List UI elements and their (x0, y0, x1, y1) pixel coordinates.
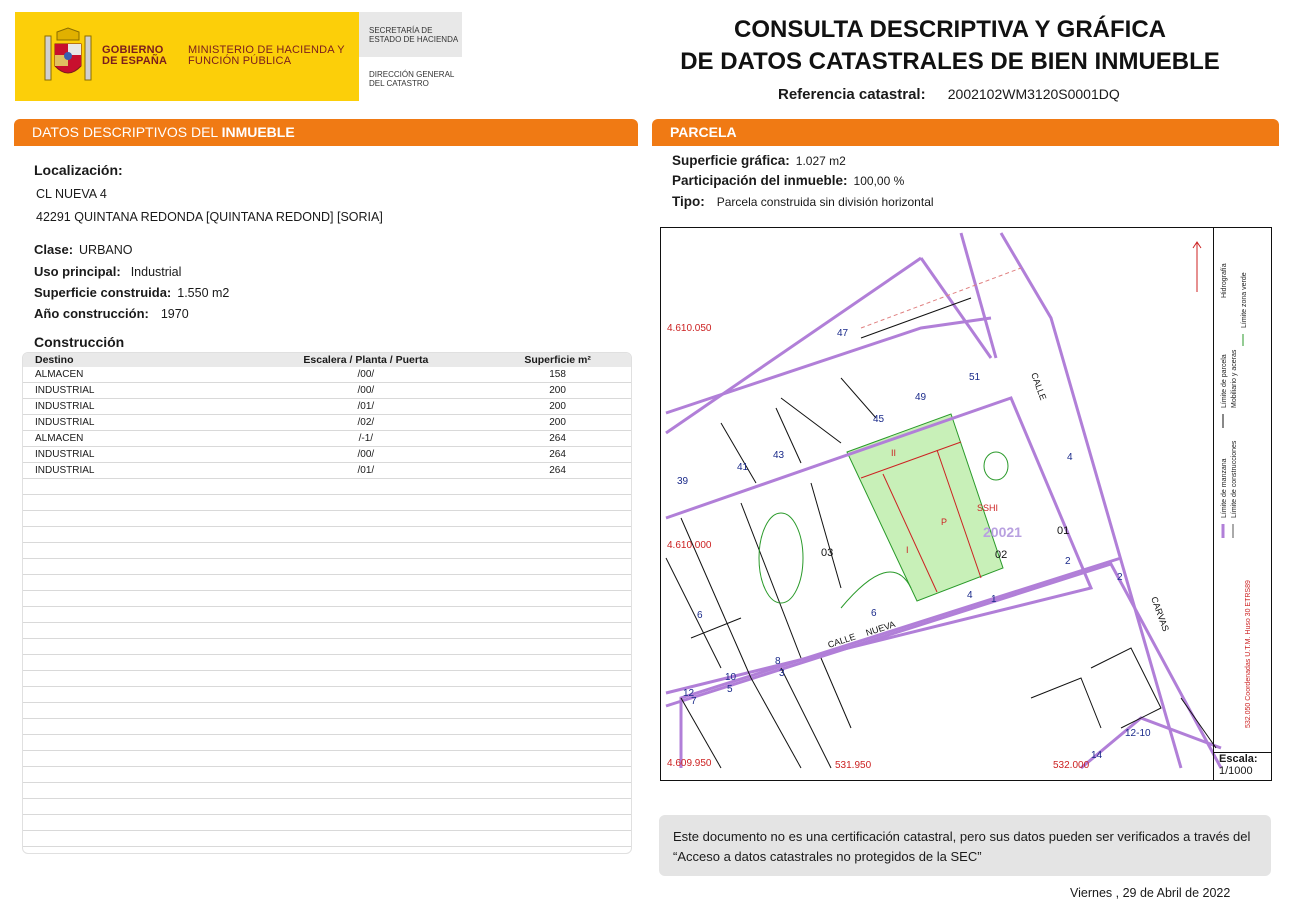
superficie-label: Superficie construida: (34, 285, 172, 300)
tipo-value: Parcela construida sin división horizontal (716, 195, 934, 209)
table-row (23, 623, 631, 639)
legend-zona-verde: Límite zona verde (1241, 272, 1248, 328)
parcel-number: 20021 (983, 524, 1022, 540)
document-date: Viernes , 29 de Abril de 2022 (1070, 886, 1231, 900)
anio-value: 1970 (160, 307, 189, 321)
street-nueva: NUEVA (864, 619, 897, 638)
num-45: 45 (873, 414, 885, 425)
north-arrow-icon (1193, 242, 1201, 292)
num-49: 49 (915, 392, 927, 403)
cadastral-map[interactable] (660, 227, 1272, 781)
ministry-name: MINISTERIO DE HACIENDA Y FUNCIÓN PÚBLICA (188, 44, 345, 67)
table-row (23, 815, 631, 831)
clase-row (34, 242, 133, 257)
cell-escalera: /01/ (357, 401, 375, 412)
num-7: 7 (691, 696, 697, 707)
verification-notice: Este documento no es una certificación catastral, pero sus datos pueden ser verificados a través del “Acceso a datos catastrales no protegidos de la SEC” (659, 815, 1271, 876)
num-43: 43 (773, 450, 785, 461)
cell-escalera: /00/ (357, 385, 375, 396)
cell-destino: INDUSTRIAL (35, 417, 95, 428)
label-ii: II (891, 448, 897, 458)
cell-escalera: /00/ (357, 449, 375, 460)
label-01: 01 (1057, 525, 1070, 537)
scale-label: Escala: (1219, 753, 1258, 765)
clase-label: Clase: (34, 242, 74, 257)
table-header (23, 353, 631, 367)
num-2b: 2 (1117, 572, 1123, 583)
num-39: 39 (677, 476, 689, 487)
num-47: 47 (837, 328, 849, 339)
street-carvas: CARVAS (1149, 595, 1171, 633)
header-superficie: Superficie m² (524, 354, 591, 366)
parcela-superficie-row (672, 153, 846, 168)
num-51: 51 (969, 372, 981, 383)
superficie-value: 1.550 m2 (177, 286, 230, 300)
table-row (23, 367, 631, 383)
table-row (23, 735, 631, 751)
num-12: 12 (683, 688, 695, 699)
cell-superficie: 200 (549, 385, 566, 396)
anio-row (34, 306, 189, 321)
table-row (23, 751, 631, 767)
cell-superficie: 200 (549, 401, 566, 412)
num-14: 14 (1091, 750, 1103, 761)
ref-value: 2002102WM3120S0001DQ (947, 86, 1120, 102)
table-row (23, 511, 631, 527)
table-row (23, 767, 631, 783)
label-i: I (906, 545, 909, 555)
parcela-section-header (652, 119, 1279, 146)
cell-destino: INDUSTRIAL (35, 401, 95, 412)
participacion-value: 100,00 % (853, 174, 905, 188)
section-title-b: INMUEBLE (221, 124, 295, 140)
clase-value: URBANO (79, 243, 133, 257)
table-row (23, 463, 631, 479)
num-2: 2 (1065, 556, 1071, 567)
num-1: 1 (991, 594, 997, 605)
secretaria-text: SECRETARÍA DE ESTADO DE HACIENDA (369, 26, 459, 44)
table-row (23, 655, 631, 671)
coord-y-mid: 4.610.000 (667, 540, 712, 551)
cell-escalera: /00/ (357, 369, 375, 380)
participacion-label: Participación del inmueble: (672, 173, 848, 188)
uso-label: Uso principal: (34, 264, 121, 279)
coord-x-1: 531.950 (835, 760, 872, 771)
table-row (23, 399, 631, 415)
uso-row (34, 264, 181, 279)
table-row (23, 543, 631, 559)
label-02: 02 (995, 549, 1008, 561)
referencia-row (778, 86, 1120, 103)
table-row (23, 687, 631, 703)
table-row (23, 831, 631, 847)
cell-superficie: 200 (549, 417, 566, 428)
table-row (23, 703, 631, 719)
num-6b: 6 (697, 610, 703, 621)
num-8: 8 (775, 656, 781, 667)
table-row (23, 575, 631, 591)
table-row (23, 799, 631, 815)
cell-escalera: /01/ (357, 465, 375, 476)
table-row (23, 479, 631, 495)
cell-destino: INDUSTRIAL (35, 385, 95, 396)
cell-escalera: /02/ (357, 417, 375, 428)
table-row (23, 383, 631, 399)
address-line-2: 42291 QUINTANA REDONDA [QUINTANA REDOND] [SORIA] (36, 210, 383, 224)
address-line-1: CL NUEVA 4 (36, 187, 107, 201)
num-4b: 4 (967, 590, 973, 601)
table-row (23, 671, 631, 687)
table-row (23, 559, 631, 575)
tipo-row (672, 194, 934, 209)
street-calle-2: CALLE (1029, 371, 1049, 402)
table-row (23, 527, 631, 543)
legend-drawing (1214, 228, 1272, 752)
legend-construcciones: Límite de construcciones (1231, 440, 1238, 518)
coord-y-bot: 4.609.950 (667, 758, 712, 769)
section-title-a: DATOS DESCRIPTIVOS DEL (32, 124, 222, 140)
num-10: 10 (725, 672, 737, 683)
label-p: P (941, 517, 948, 527)
num-41: 41 (737, 462, 749, 473)
table-row (23, 431, 631, 447)
num-6: 6 (871, 608, 877, 619)
parcela-title: PARCELA (670, 124, 737, 140)
header-escalera: Escalera / Planta / Puerta (303, 354, 429, 366)
legend-mobiliario: Mobiliario y aceras (1231, 349, 1238, 408)
title-line-1: CONSULTA DESCRIPTIVA Y GRÁFICA (733, 16, 1167, 43)
cell-superficie: 264 (549, 449, 566, 460)
table-row (23, 447, 631, 463)
num-3: 3 (779, 668, 785, 679)
cell-destino: ALMACEN (35, 433, 84, 444)
legend-parcela: Límite de parcela (1221, 354, 1228, 408)
cell-escalera: /-1/ (358, 433, 374, 444)
descriptive-panel (14, 146, 638, 861)
cell-destino: ALMACEN (35, 369, 84, 380)
localizacion-title: Localización: (34, 162, 123, 178)
cell-superficie: 264 (549, 465, 566, 476)
ref-label: Referencia catastral: (778, 86, 926, 103)
parcela-sup-label: Superficie gráfica: (672, 153, 790, 168)
num-5: 5 (727, 684, 733, 695)
cell-destino: INDUSTRIAL (35, 449, 95, 460)
hydrography-line (861, 268, 1021, 328)
gov-name: GOBIERNO DE ESPAÑA (102, 44, 168, 67)
coord-x-2: 532.000 (1053, 760, 1090, 771)
descriptive-section-header (14, 119, 638, 146)
superficie-row (34, 285, 229, 300)
uso-value: Industrial (130, 265, 182, 279)
participacion-row (672, 173, 904, 188)
table-row (23, 415, 631, 431)
table-row (23, 783, 631, 799)
anio-label: Año construcción: (34, 306, 149, 321)
label-03: 03 (821, 547, 834, 559)
coat-of-arms-icon (39, 26, 97, 92)
legend-manzana: Límite de manzana (1221, 458, 1228, 518)
table-row (23, 607, 631, 623)
map-drawing (661, 228, 1272, 781)
legend-hidrografia: Hidrografía (1221, 263, 1228, 298)
page-title (620, 14, 1280, 78)
legend-coords: 532.050 Coordenadas U.T.M. Huso 30 ETRS89 (1245, 580, 1252, 728)
scale-box (1213, 752, 1271, 780)
direccion-text: DIRECCIÓN GENERAL DEL CATASTRO (369, 70, 455, 88)
parcela-sup-value: 1.027 m2 (795, 154, 846, 168)
table-body (23, 367, 631, 847)
table-row (23, 719, 631, 735)
label-sshi: SSHI (977, 503, 999, 513)
construction-table (22, 352, 632, 854)
cell-superficie: 264 (549, 433, 566, 444)
construccion-title: Construcción (34, 334, 125, 350)
coord-y-top: 4.610.050 (667, 323, 712, 334)
scale-value: 1/1000 (1219, 765, 1253, 777)
table-row (23, 639, 631, 655)
map-legend (1213, 228, 1271, 752)
table-row (23, 495, 631, 511)
table-row (23, 591, 631, 607)
tipo-label: Tipo: (672, 194, 705, 209)
cell-superficie: 158 (549, 369, 566, 380)
cell-destino: INDUSTRIAL (35, 465, 95, 476)
header-destino: Destino (35, 354, 74, 366)
title-line-2: DE DATOS CATASTRALES DE BIEN INMUEBLE (680, 48, 1220, 75)
government-logo-band (15, 12, 359, 101)
num-4: 4 (1067, 452, 1073, 463)
num-12-10: 12-10 (1125, 728, 1151, 739)
street-calle: CALLE (826, 631, 857, 650)
